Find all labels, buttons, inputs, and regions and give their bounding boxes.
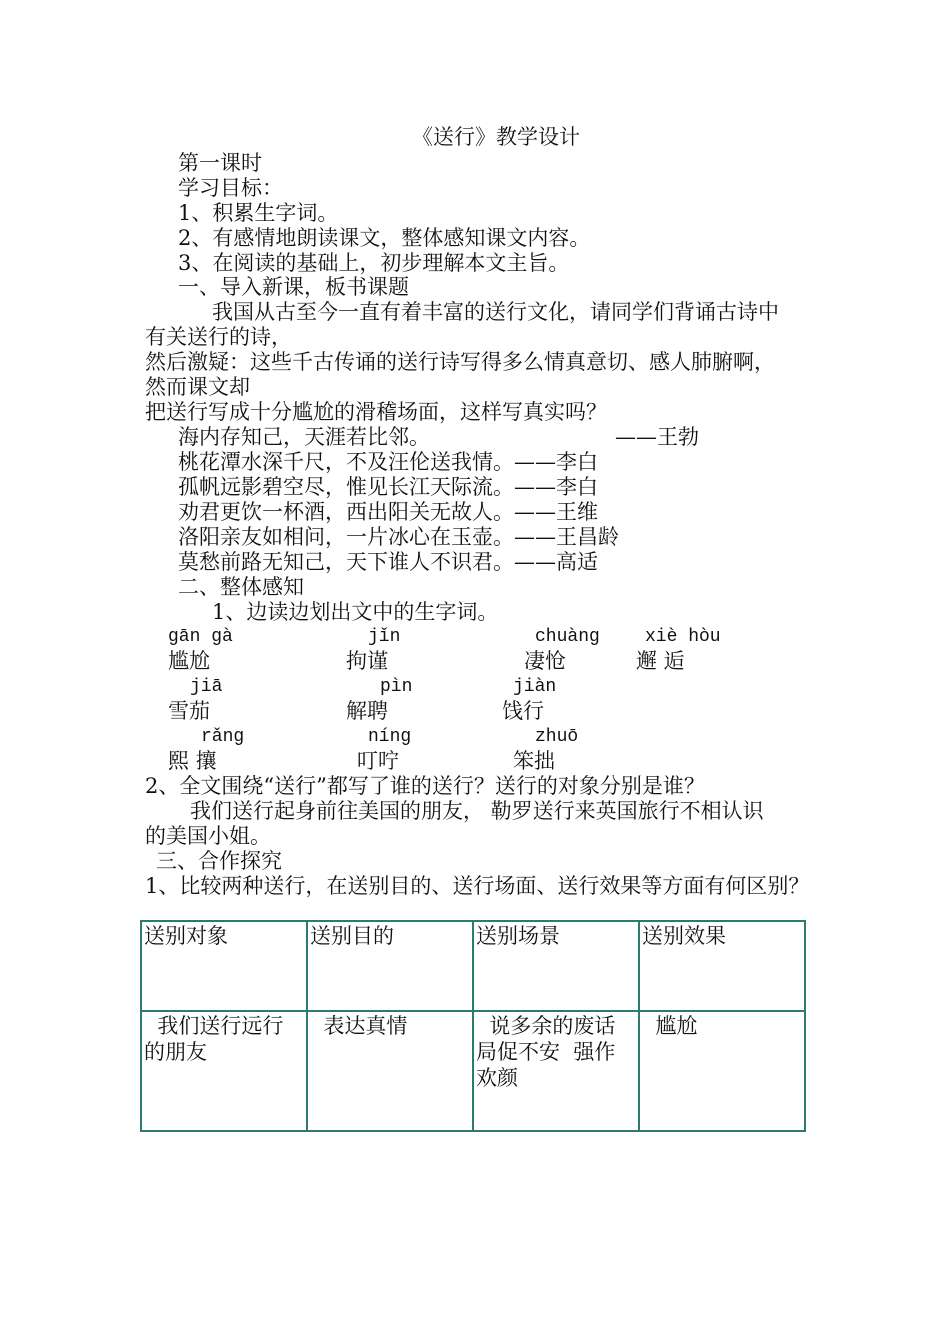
vocab-word: 饯行 <box>502 699 544 723</box>
question-text: 2、全文围绕“送行”都写了谁的送行？送行的对象分别是谁？ <box>145 774 705 798</box>
vocab-word: 拘谨 <box>346 649 388 673</box>
goal-item: 3、在阅读的基础上，初步理解本文主旨。 <box>178 251 570 275</box>
table-header-cell <box>141 921 307 1011</box>
table-cell <box>473 1011 639 1131</box>
pinyin: jiàn <box>513 677 557 697</box>
comparison-table <box>140 920 806 1132</box>
poem-author: ——王勃 <box>615 425 699 449</box>
vocab-word: 雪茄 <box>168 699 210 723</box>
intro-text: 把送行写成十分尴尬的滑稽场面，这样写真实吗？ <box>145 400 607 424</box>
cell-text: 说多余的废话局促不安 强作欢颜 <box>476 1014 616 1090</box>
cell-text: 我们送行远行的朋友 <box>144 1014 284 1064</box>
answer-text: 的美国小姐。 <box>145 824 271 848</box>
intro-text: 然而课文却 <box>145 375 250 399</box>
header-label: 送别对象 <box>144 924 228 948</box>
pinyin: gān gà <box>168 627 233 647</box>
poem-line: 莫愁前路无知己，天下谁人不识君。——高适 <box>178 550 598 574</box>
poem-line: 孤帆远影碧空尽，惟见长江天际流。——李白 <box>178 475 598 499</box>
step-text: 1、边读边划出文中的生字词。 <box>212 600 499 624</box>
table-row <box>141 1011 805 1131</box>
intro-text: 然后激疑：这些千古传诵的送行诗写得多么情真意切、感人肺腑啊， <box>145 350 775 374</box>
section-heading: 二、整体感知 <box>178 575 304 599</box>
cell-text: 表达真情 <box>310 1014 408 1038</box>
vocab-word: 凄怆 <box>524 649 566 673</box>
pinyin: zhuō <box>535 727 579 747</box>
vocab-word: 解聘 <box>346 699 388 723</box>
pinyin: jiā <box>190 677 223 697</box>
vocab-word: 尴尬 <box>168 649 210 673</box>
poem-line: 洛阳亲友如相问，一片冰心在玉壶。——王昌龄 <box>178 525 619 549</box>
pinyin: rǎng <box>201 727 245 747</box>
table-cell <box>639 1011 805 1131</box>
pinyin: chuàng <box>535 627 600 647</box>
page-title: 《送行》教学设计 <box>412 125 580 149</box>
goals-heading: 学习目标： <box>178 176 283 200</box>
table-cell <box>141 1011 307 1131</box>
header-label: 送别效果 <box>642 924 726 948</box>
table-header-cell <box>639 921 805 1011</box>
cell-text: 尴尬 <box>642 1014 698 1038</box>
pinyin: jǐn <box>368 627 401 647</box>
poem-line: 海内存知己，天涯若比邻。 <box>178 425 430 449</box>
vocab-word: 笨拙 <box>513 749 555 773</box>
goal-item: 1、积累生字词。 <box>178 201 339 225</box>
table-cell <box>307 1011 473 1131</box>
vocab-word: 叮咛 <box>357 749 399 773</box>
pinyin: pìn <box>380 677 413 697</box>
table-header-cell <box>473 921 639 1011</box>
table-header-row <box>141 921 805 1011</box>
intro-text: 我国从古至今一直有着丰富的送行文化，请同学们背诵古诗中 <box>212 300 779 324</box>
poem-line: 桃花潭水深千尺，不及汪伦送我情。——李白 <box>178 450 598 474</box>
section-heading: 三、合作探究 <box>156 849 282 873</box>
table-header-cell <box>307 921 473 1011</box>
pinyin: xiè hòu <box>645 627 721 647</box>
answer-text: 我们送行起身前往美国的朋友， 勒罗送行来英国旅行不相认识 <box>190 799 764 823</box>
poem-line: 劝君更饮一杯酒，西出阳关无故人。——王维 <box>178 500 598 524</box>
section-heading: 一、导入新课，板书课题 <box>178 275 409 299</box>
vocab-word: 熙 攘 <box>168 749 217 773</box>
pinyin: níng <box>368 727 412 747</box>
header-label: 送别场景 <box>476 924 560 948</box>
goal-item: 2、有感情地朗读课文，整体感知课文内容。 <box>178 226 591 250</box>
vocab-word: 邂 逅 <box>636 649 685 673</box>
intro-text: 有关送行的诗， <box>145 325 292 349</box>
lesson-label: 第一课时 <box>178 151 262 175</box>
question-text: 1、比较两种送行，在送别目的、送行场面、送行效果等方面有何区别？ <box>145 874 810 898</box>
header-label: 送别目的 <box>310 924 394 948</box>
